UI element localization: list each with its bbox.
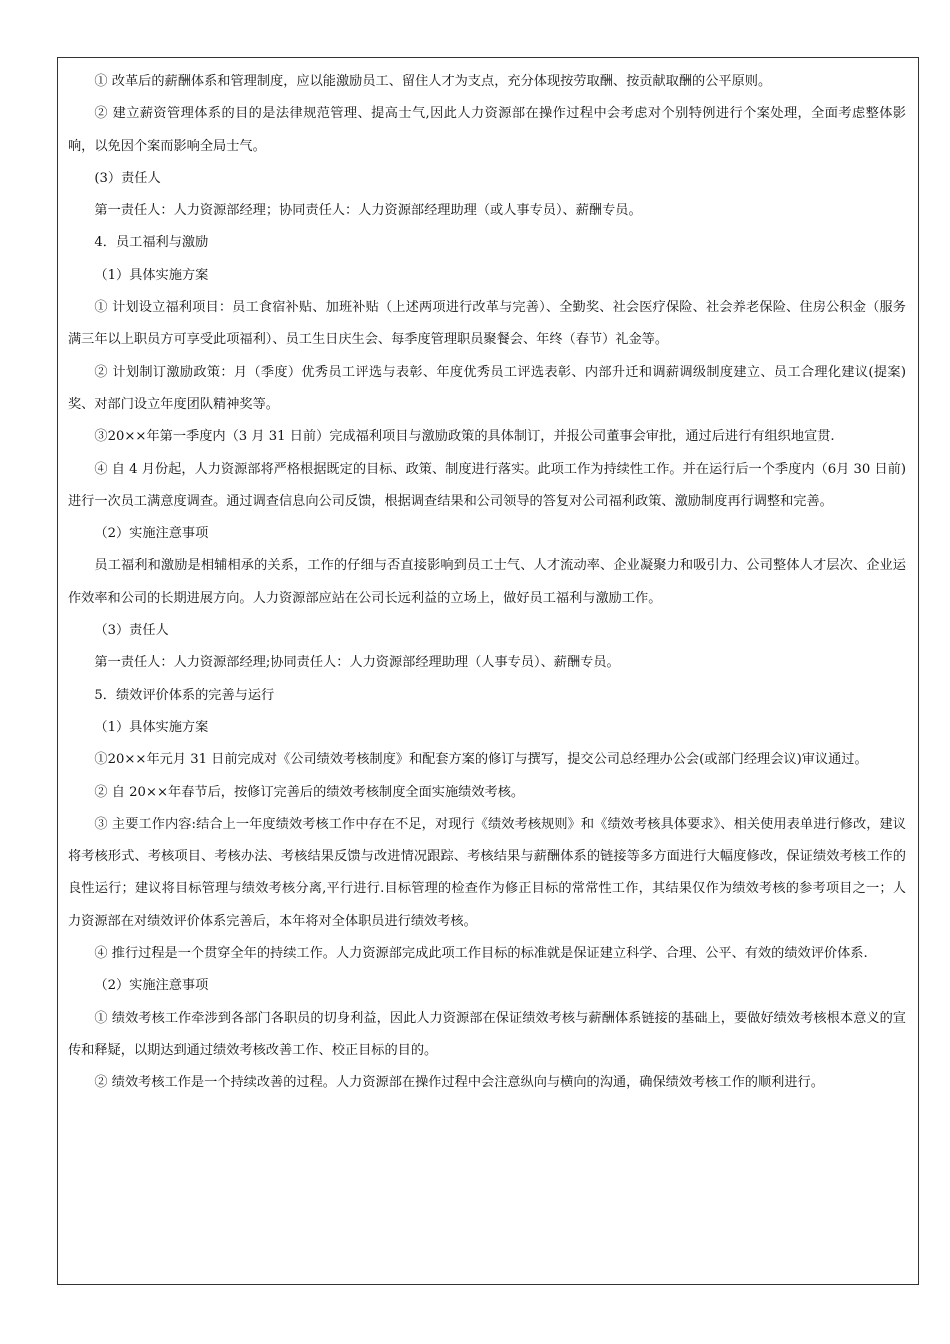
paragraph-performance-notes-2: ② 绩效考核工作是一个持续改善的过程。人力资源部在操作过程中会注意纵向与横向的沟通，确保绩效考核工作的顺利进行。 bbox=[94, 1075, 824, 1091]
subheading-responsible-person: (3）责任人 bbox=[94, 170, 161, 186]
document-frame bbox=[57, 57, 919, 1285]
paragraph-salary-purpose: ② 建立薪资管理体系的目的是法律规范管理、提高士气,因此人力资源部在操作过程中会考虑对个别特例进行个案处理，全面考虑整体影响，以免因个案而影响全局士气。 bbox=[68, 106, 906, 154]
paragraph-performance-start: ② 自 20××年春节后，按修订完善后的绩效考核制度全面实施绩效考核。 bbox=[94, 784, 525, 800]
paragraph-performance-revision: ①20××年元月 31 日前完成对《公司绩效考核制度》和配套方案的修订与撰写，提交公司总经理办公会(或部门经理会议)审议通过。 bbox=[94, 752, 868, 768]
subheading-notes: （2）实施注意事项 bbox=[94, 526, 209, 542]
subheading-responsible-person: （3）责任人 bbox=[94, 623, 169, 639]
section-heading-performance: 5．绩效评价体系的完善与运行 bbox=[94, 687, 275, 703]
paragraph-salary-principle: ① 改革后的薪酬体系和管理制度，应以能激励员工、留住人才为支点，充分体现按劳取酬、按贡献取酬的公平原则。 bbox=[94, 74, 772, 89]
paragraph-welfare-items: ① 计划设立福利项目：员工食宿补贴、加班补贴（上述两项进行改革与完善）、全勤奖、社会医疗保险、社会养老保险、住房公积金（服务满三年以上职员方可享受此项福利）、员工生日庆生会、每季度管理职员聚餐会、年终（春节）礼金等。 bbox=[68, 300, 906, 348]
paragraph-welfare-notes: 员工福利和激励是相辅相承的关系，工作的仔细与否直接影响到员工士气、人才流动率、企业凝聚力和吸引力、公司整体人才层次、企业运作效率和公司的长期进展方向。人力资源部应站在公司长远利益的立场上，做好员工福利与激励工作。 bbox=[68, 558, 906, 606]
paragraph-q1-schedule: ③20××年第一季度内（3 月 31 日前）完成福利项目与激励政策的具体制订，并报公司董事会审批，通过后进行有组织地宣贯. bbox=[94, 429, 835, 445]
paragraph-april-implementation: ④ 自 4 月份起，人力资源部将严格根据既定的目标、政策、制度进行落实。此项工作为持续性工作。并在运行后一个季度内（6月 30 日前)进行一次员工满意度调查。通过调查信息向公司反馈，根据调查结果和公司领导的答复对公司福利政策、激励制度再行调整和完善。 bbox=[68, 461, 906, 509]
paragraph-performance-notes-1: ① 绩效考核工作牵涉到各部门各职员的切身利益，因此人力资源部在保证绩效考核与薪酬体系链接的基础上，要做好绩效考核根本意义的宣传和释疑，以期达到通过绩效考核改善工作、校正目标的目的。 bbox=[68, 1010, 906, 1058]
subheading-implementation-plan: （1）具体实施方案 bbox=[94, 267, 209, 283]
paragraph-performance-process: ④ 推行过程是一个贯穿全年的持续工作。人力资源部完成此项工作目标的标准就是保证建立科学、合理、公平、有效的绩效评价体系. bbox=[94, 946, 868, 962]
subheading-notes: （2）实施注意事项 bbox=[94, 978, 209, 994]
section-heading-welfare: 4．员工福利与激励 bbox=[94, 235, 209, 251]
paragraph-welfare-responsible: 第一责任人：人力资源部经理;协同责任人：人力资源部经理助理（人事专员）、薪酬专员。 bbox=[94, 655, 620, 671]
subheading-implementation-plan: （1）具体实施方案 bbox=[94, 719, 209, 735]
paragraph-performance-content: ③ 主要工作内容:结合上一年度绩效考核工作中存在不足，对现行《绩效考核规则》和《绩效考核具体要求》、相关使用表单进行修改，建议将考核形式、考核项目、考核办法、考核结果反馈与改进情况跟踪、考核结果与薪酬体系的链接等多方面进行大幅度修改，保证绩效考核工作的良性运行；建议将目标管理与绩效考核分离,平行进行.目标管理的检查作为修正目标的常常性工作，其结果仅作为绩效考核的参考项目之一；人力资源部在对绩效评价体系完善后，本年将对全体职员进行绩效考核。 bbox=[68, 816, 906, 929]
paragraph-salary-responsible: 第一责任人：人力资源部经理；协同责任人：人力资源部经理助理（或人事专员）、薪酬专员。 bbox=[94, 203, 642, 219]
paragraph-incentive-policy: ② 计划制订激励政策：月（季度）优秀员工评选与表彰、年度优秀员工评选表彰、内部升迁和调薪调级制度建立、员工合理化建议(提案)奖、对部门设立年度团队精神奖等。 bbox=[68, 364, 906, 412]
